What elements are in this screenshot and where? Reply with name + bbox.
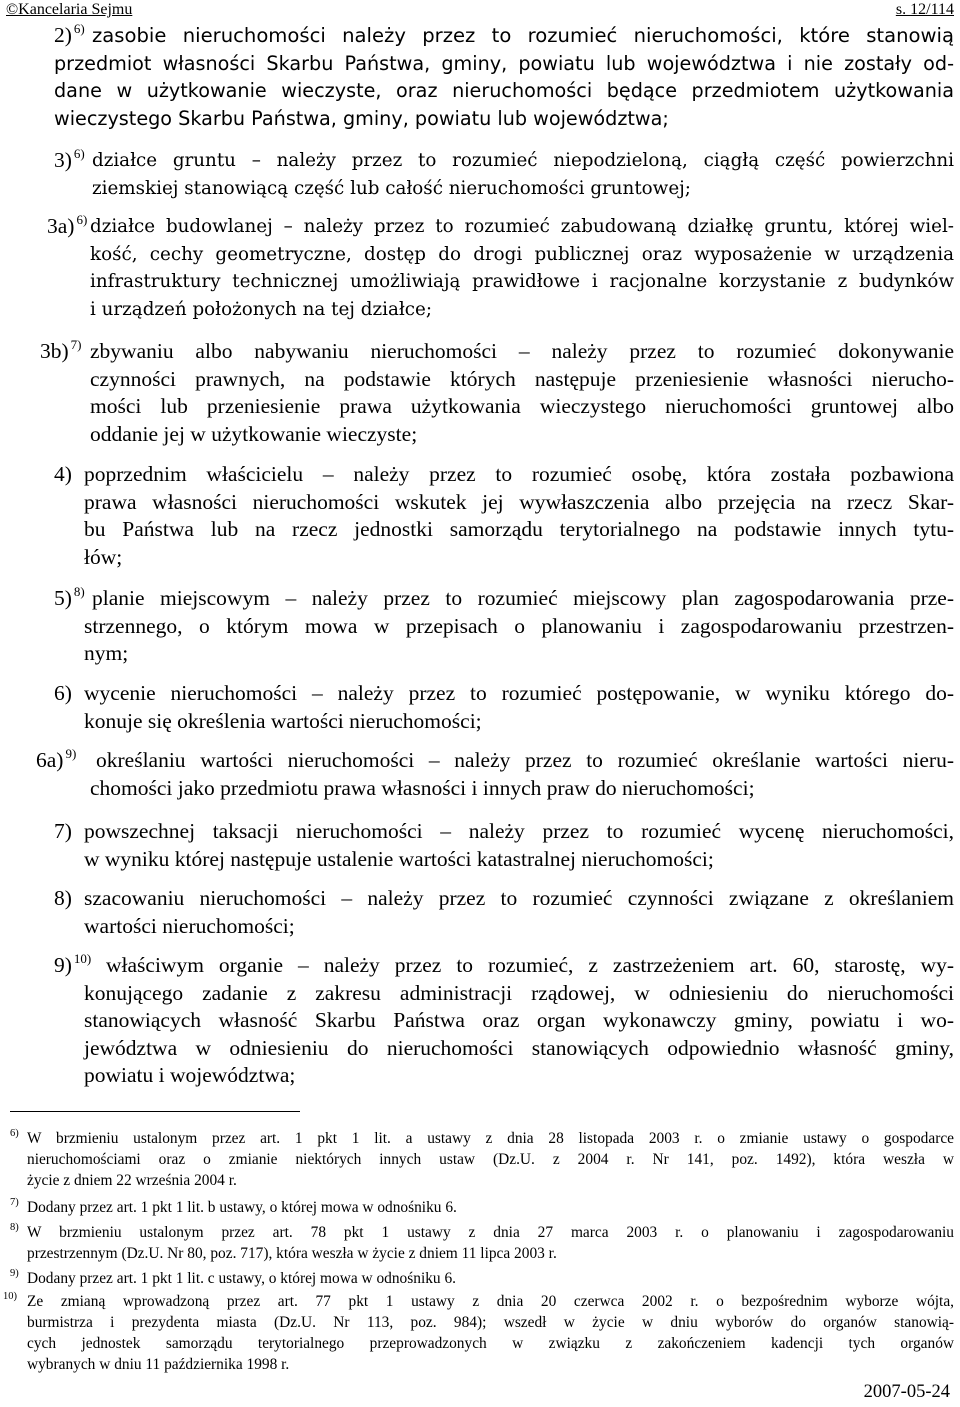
definition-number: 4) <box>54 462 72 486</box>
text-line: nym; <box>84 641 129 665</box>
text-line: działce budowlanej – należy przez to rozumieć zabudowaną działkę gruntu, której wiel- <box>90 216 954 237</box>
definition-number: 3) <box>54 148 72 172</box>
page-prefix: s. <box>895 1 911 18</box>
footnote-ref: 6) <box>73 146 85 161</box>
footnote-8 <box>10 1222 954 1264</box>
definition-number: 9) <box>54 953 72 977</box>
footnote-ref: 9) <box>65 746 77 761</box>
footnote-line: życie z dniem 22 września 2004 r. <box>27 1172 237 1189</box>
text-line: łów; <box>84 544 123 569</box>
definition-2 <box>54 22 954 132</box>
definition-3 <box>54 147 954 202</box>
definition-number: 5) <box>54 586 72 610</box>
definition-number: 3b) <box>40 339 69 363</box>
definition-number: 3a) <box>47 214 75 238</box>
footnote-line: Dodany przez art. 1 pkt 1 lit. c ustawy, o której mowa w odnośniku 6. <box>27 1270 456 1287</box>
text-line: dane w użytkowanie wieczyste, oraz nieruchomości będące przedmiotem użytkowania <box>54 79 954 102</box>
text-line: jewództwa w odniesieniu do nieruchomości stanowiących odpowiednio własność gminy, <box>84 1035 954 1060</box>
definition-number: 6a) <box>36 748 64 772</box>
footnote-separator <box>10 1111 300 1112</box>
header-page-number <box>896 0 954 20</box>
footnote-ref: 6) <box>73 21 85 36</box>
text-line: w wyniku której następuje ustalenie wartości katastralnej nieruchomości; <box>84 846 714 871</box>
text-line: chomości jako przedmiotu prawa własności i innych praw do nieruchomości; <box>90 775 755 800</box>
definition-3a <box>47 213 954 323</box>
text-line: ziemskiej stanowiącą część lub całość nieruchomości gruntowej; <box>92 177 691 199</box>
footnote-line: wybranych w dniu 11 października 1998 r. <box>27 1356 290 1373</box>
text-line: przedmiot własności Skarbu Państwa, gminy, powiatu lub województwa i nie zostały od- <box>54 51 954 75</box>
definition-number: 7) <box>54 819 72 843</box>
text-line: prawa własności nieruchomości wskutek jej wywłaszczenia albo przejęcia na rzecz Skar- <box>84 489 954 514</box>
footnote-line: W brzmieniu ustalonym przez art. 78 pkt 1 ustawy z dnia 27 marca 2003 r. o planowaniu i zagospodarowaniu <box>27 1224 954 1241</box>
definition-number: 8) <box>54 886 72 910</box>
text-line: strzennego, o którym mowa w przepisach o planowaniu i zagospodarowaniu przestrzen- <box>84 613 954 638</box>
footnote-9 <box>10 1268 954 1289</box>
footnote-line: nieruchomościami oraz o zmianie niektórych innych ustaw (Dz.U. z 2004 r. Nr 141, poz. 1492), która weszła w <box>27 1151 954 1168</box>
page-counter: 12/114 <box>910 1 954 18</box>
text-line: właściwym organie – należy przez to rozumieć, z zastrzeżeniem art. 60, starostę, wy- <box>106 953 954 977</box>
text-line: wartości nieruchomości; <box>84 913 295 938</box>
text-line: powszechnej taksacji nieruchomości – należy przez to rozumieć wycenę nieruchomości, <box>84 819 954 843</box>
footnote-line: przestrzennym (Dz.U. Nr 80, poz. 717), która weszła w życie z dniem 11 lipca 2003 r. <box>27 1245 557 1262</box>
definition-4 <box>54 461 954 571</box>
footnote-line: cych jednostek samorządu terytorialnego przeprowadzonych w związku z zakończeniem kadencji tych organów <box>27 1335 954 1352</box>
footnote-7 <box>10 1197 954 1218</box>
footnote-number: 9) <box>10 1268 19 1279</box>
text-line: zasobie nieruchomości należy przez to rozumieć nieruchomości, które stanowią <box>92 24 954 47</box>
text-line: poprzednim właścicielu – należy przez to rozumieć osobę, która została pozbawiona <box>84 462 954 486</box>
text-line: planie miejscowym – należy przez to rozumieć miejscowy plan zagospodarowania prze- <box>92 586 954 610</box>
footnote-line: Ze zmianą wprowadzoną przez art. 77 pkt 1 ustawy z dnia 20 czerwca 2002 r. o bezpośrednim wyborze wójta, <box>27 1293 954 1310</box>
footnote-6 <box>10 1128 954 1191</box>
text-line: powiatu i województwa; <box>84 1063 296 1087</box>
text-line: konującego zadanie z zakresu administracji rządowej, w odniesieniu do nieruchomości <box>84 980 954 1005</box>
text-line: konuje się określenia wartości nieruchomości; <box>84 708 482 733</box>
text-line: mości lub przeniesienie prawa użytkowania wieczystego nieruchomości gruntowej albo <box>90 394 954 418</box>
text-line: i urządzeń położonych na tej działce; <box>90 298 432 320</box>
definition-6a <box>36 747 954 802</box>
text-line: bu Państwa lub na rzecz jednostki samorządu terytorialnego na podstawie innych tytu- <box>84 517 954 541</box>
definition-number: 6) <box>54 681 72 705</box>
footnote-number: 8) <box>10 1222 19 1233</box>
text-line: działce gruntu – należy przez to rozumieć niepodzieloną, ciągłą część powierzchni <box>92 150 954 171</box>
text-line: wycenie nieruchomości – należy przez to rozumieć postępowanie, w wyniku którego do- <box>84 681 954 705</box>
footnote-number: 6) <box>10 1128 19 1139</box>
footnote-ref: 6) <box>76 212 88 227</box>
footnote-line: Dodany przez art. 1 pkt 1 lit. b ustawy, o której mowa w odnośniku 6. <box>27 1199 457 1216</box>
definition-9 <box>54 952 954 1090</box>
header-copyright: ©Kancelaria Sejmu <box>6 1 133 18</box>
text-line: wieczystego Skarbu Państwa, gminy, powiatu lub województwa; <box>54 106 669 130</box>
text-line: oddanie jej w użytkowanie wieczyste; <box>90 421 418 446</box>
text-line: kość, cechy geometryczne, dostęp do drogi publicznej oraz wyposażenie w urządzenia <box>90 243 954 265</box>
text-line: zbywaniu albo nabywaniu nieruchomości – należy przez to rozumieć dokonywanie <box>90 339 954 363</box>
text-line: czynności prawnych, na podstawie których następuje przeniesienie własności nierucho- <box>90 366 954 391</box>
text-line: określaniu wartości nieruchomości – należy przez to rozumieć określanie wartości nieru- <box>96 748 954 772</box>
text-line: szacowaniu nieruchomości – należy przez to rozumieć czynności związane z określaniem <box>84 886 954 910</box>
footnote-ref: 8) <box>73 584 85 599</box>
definition-number: 2) <box>54 23 72 47</box>
footnote-line: W brzmieniu ustalonym przez art. 1 pkt 1 lit. a ustawy z dnia 28 listopada 2003 r. o zmianie ustawy o gospodarce <box>27 1130 954 1147</box>
definition-8 <box>54 885 954 940</box>
text-line: infrastruktury technicznej umożliwiają prawidłowe i racjonalne korzystanie z budynków <box>90 271 954 292</box>
footnote-number: 10) <box>3 1291 17 1302</box>
definition-5 <box>54 585 954 668</box>
definition-7 <box>54 818 954 873</box>
text-line: stanowiących własność Skarbu Państwa oraz organ wykonawczy gminy, powiatu i wo- <box>84 1008 954 1032</box>
footnote-ref: 7) <box>70 337 82 352</box>
footnote-number: 7) <box>10 1197 19 1208</box>
footnote-line: burmistrza i prezydenta miasta (Dz.U. Nr 113, poz. 984); wszedł w życie w dniu wyborów do organów stanowią- <box>27 1314 954 1331</box>
definition-3b <box>40 338 954 448</box>
footnote-10 <box>3 1291 954 1375</box>
footnote-ref: 10) <box>73 951 92 966</box>
definition-6 <box>54 680 954 735</box>
document-date: 2007-05-24 <box>863 1382 950 1402</box>
